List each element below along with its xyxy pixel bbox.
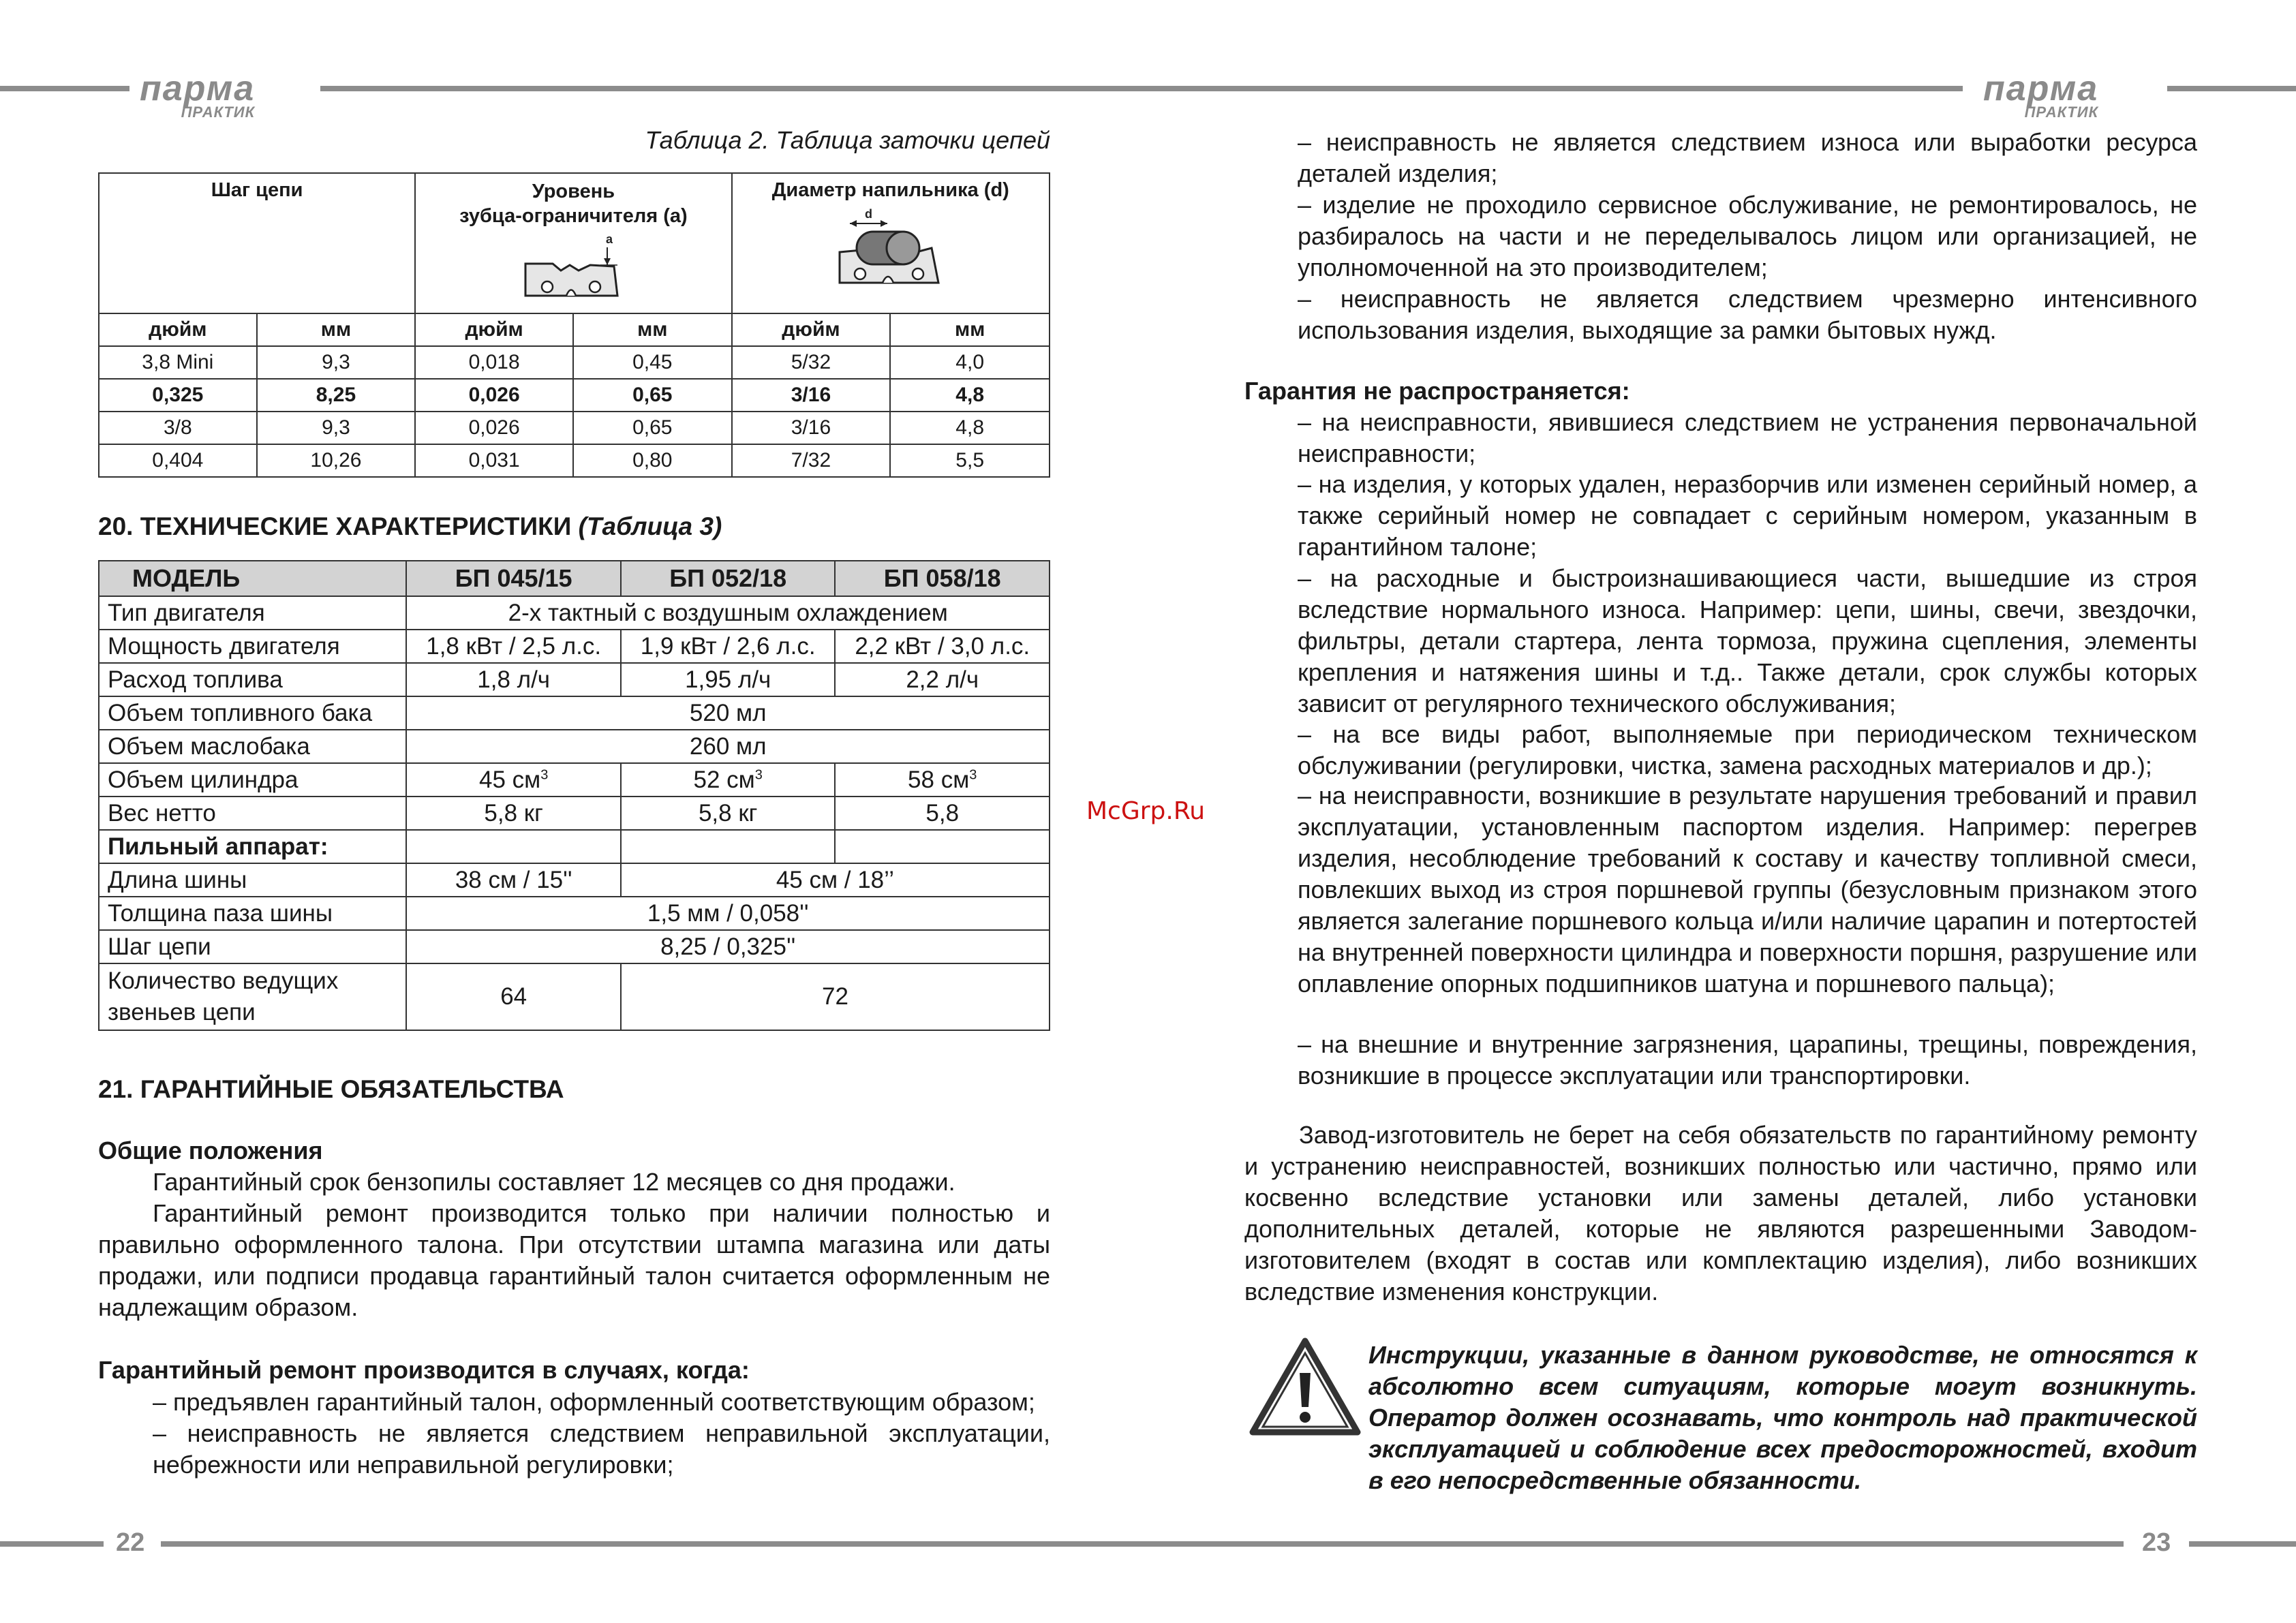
footer-rule-center	[161, 1541, 2124, 1547]
list-item: – неисправность не является следствием неправильной эксплуатации, небрежности или неправильной регулировки;	[153, 1419, 1050, 1479]
repair-title: Гарантийный ремонт производится в случаях, когда:	[98, 1356, 750, 1384]
subheader-mm: мм	[890, 313, 1050, 346]
list-item: – на неисправности, возникшие в результате нарушения требований и правил эксплуатации, установленным паспортом изделия. Например: перегрев изделия, несоблюдение требований к составу и качеству топливной смеси, повлекших выход из строя поршневой группы (безусловным признаком этого является залегание поршневого кольца и/или наличие царапин и потертостей на внутренней поверхности цилиндра и поверхности поршня, разрушение или оплавление опорных подшипников шатуна и поршневого пальца);	[1298, 782, 2197, 998]
header-rule-left	[0, 86, 129, 91]
table-cell: 0,031	[415, 444, 573, 477]
table-row	[99, 830, 1050, 863]
file-diameter-diagram	[823, 204, 959, 293]
table-cell: 5,8	[835, 797, 1050, 830]
row-label: Количество ведущих звеньев цепи	[99, 963, 406, 1030]
table-cell: 0,026	[415, 412, 573, 444]
row-label: Пильный аппарат:	[99, 830, 406, 863]
general-title: Общие положения	[98, 1137, 323, 1164]
list-item: – неисправность не является следствием износа или выработки ресурса деталей изделия;	[1298, 128, 2197, 187]
table-cell: 7/32	[732, 444, 891, 477]
manufacturer-note	[1244, 1119, 2197, 1308]
page-number-left: 22	[116, 1528, 145, 1557]
row-label: Тип двигателя	[99, 596, 406, 630]
row-label: Толщина паза шины	[99, 897, 406, 930]
table-row	[99, 379, 1050, 412]
table-row	[99, 346, 1050, 379]
table-cell: 8,25 / 0,325''	[406, 930, 1050, 963]
chain-sharpening-table	[98, 172, 1050, 478]
table-row	[99, 730, 1050, 763]
brand-subtitle: ПРАКТИК	[2024, 104, 2099, 121]
table-row	[99, 412, 1050, 444]
warning-text: Инструкции, указанные в данном руководстве, не относятся к абсолютно всем ситуациям, которые могут возникнуть. Оператор должен осознавать, что контроль над практической эксплуатацией и соблюдение всех предосторожностей, входит в его непосредственные обязанности.	[1368, 1341, 2197, 1494]
row-label: Вес нетто	[99, 797, 406, 830]
table-cell: 0,65	[573, 379, 732, 412]
header-rule-center	[320, 86, 1963, 91]
table-row	[99, 897, 1050, 930]
manufacturer-note-text: Завод-изготовитель не берет на себя обязательств по гарантийному ремонту и устранению неисправностей, возникших полностью или частично, прямо или косвенно вследствие установки или замены деталей, либо установки дополнительных деталей, которые не являются разрешенными Заводом-изготовителем (входят в состав или комплектацию изделия), либо возникших вследствие изменения конструкции.	[1244, 1121, 2197, 1305]
list-item: – на изделия, у которых удален, неразборчив или изменен серийный номер, а также серийный номер не совпадает с серийным номером, указанным в гарантийном талоне;	[1298, 470, 2197, 561]
table-row	[99, 444, 1050, 477]
header-depth-gauge: Уровень зубца-ограничителя (a) a	[415, 173, 731, 313]
table-cell: 8,25	[257, 379, 416, 412]
table-cell: 0,325	[99, 379, 257, 412]
list-item: – изделие не проходило сервисное обслуживание, не ремонтировалось, не разбиралось на части и не переделывалось лицом или организацией, не уполномоченной на это производителем;	[1298, 191, 2197, 281]
table-cell: 10,26	[257, 444, 416, 477]
table-row	[99, 763, 1050, 797]
table-cell: 5/32	[732, 346, 891, 379]
row-label: Расход топлива	[99, 663, 406, 696]
brand-name: парма	[1983, 69, 2099, 108]
table-cell: 1,9 кВт / 2,6 л.с.	[621, 630, 836, 663]
table-cell: 1,8 кВт / 2,5 л.с.	[406, 630, 621, 663]
table-cell: 52 $см^3$	[621, 763, 836, 797]
table-row	[99, 663, 1050, 696]
general-paragraphs	[98, 1166, 1050, 1323]
table-row	[99, 696, 1050, 730]
table-cell: 0,404	[99, 444, 257, 477]
table-cell: 1,5 мм / 0,058''	[406, 897, 1050, 930]
table-cell: 72	[621, 963, 1050, 1030]
table-cell: 45 см / 18’’	[621, 863, 1050, 897]
row-label: Объем топливного бака	[99, 696, 406, 730]
table-cell: 1,8 л/ч	[406, 663, 621, 696]
not-covered-title: Гарантия не распространяется:	[1244, 377, 1630, 405]
header-rule-right	[2167, 86, 2296, 91]
list-item: – неисправность не является следствием чрезмерно интенсивного использования изделия, выходящие за рамки бытовых нужд.	[1298, 285, 2197, 344]
table-cell: 4,8	[890, 379, 1050, 412]
general-p1: Гарантийный срок бензопилы составляет 12 месяцев со дня продажи.	[153, 1168, 955, 1196]
watermark: McGrp.Ru	[1086, 797, 1206, 825]
table-cell	[835, 830, 1050, 863]
table-cell: 260 мл	[406, 730, 1050, 763]
label-a: a	[606, 232, 613, 246]
header-model-045: БП 045/15	[406, 561, 621, 596]
subheader-mm: мм	[573, 313, 732, 346]
table-cell: 5,5	[890, 444, 1050, 477]
table-cell: 2-х тактный с воздушным охлаждением	[406, 596, 1050, 630]
table-cell: 3/16	[732, 379, 891, 412]
table-cell: 9,3	[257, 346, 416, 379]
brand-logo-left	[140, 71, 255, 120]
table-cell: 2,2 кВт / 3,0 л.с.	[835, 630, 1050, 663]
table-cell: 58 $см^3$	[835, 763, 1050, 797]
table-cell: 4,8	[890, 412, 1050, 444]
table-cell: 3,8 Mini	[99, 346, 257, 379]
subheader-inch: дюйм	[99, 313, 257, 346]
header-model-058: БП 058/18	[835, 561, 1050, 596]
table-cell: 0,026	[415, 379, 573, 412]
table-cell: 3/16	[732, 412, 891, 444]
table-cell: 64	[406, 963, 621, 1030]
header-model-052: БП 052/18	[621, 561, 836, 596]
section21-title: 21. ГАРАНТИЙНЫЕ ОБЯЗАТЕЛЬСТВА	[98, 1075, 564, 1103]
header-file-diameter: Диаметр напильника (d) d	[732, 173, 1050, 313]
row-label: Мощность двигателя	[99, 630, 406, 663]
header-chain-pitch: Шаг цепи	[99, 173, 415, 313]
subheader-inch: дюйм	[732, 313, 891, 346]
brand-logo-right	[1983, 71, 2098, 120]
table-cell: 4,0	[890, 346, 1050, 379]
table-row	[99, 963, 1050, 1030]
label-d: d	[864, 207, 872, 221]
footer-rule-right	[2189, 1541, 2296, 1547]
general-p2: Гарантийный ремонт производится только при наличии полностью и правильно оформленного талона. При отсутствии штампа магазина или даты продажи, или подписи продавца гарантийный талон считается оформленным не надлежащим образом.	[98, 1199, 1050, 1321]
table-row	[99, 797, 1050, 830]
list-item: – на внешние и внутренние загрязнения, царапины, трещины, повреждения, возникшие в процессе эксплуатации или транспортировки.	[1298, 1030, 2197, 1089]
depth-gauge-diagram	[505, 231, 641, 306]
tech-specs-table	[98, 560, 1050, 1031]
table-row	[99, 596, 1050, 630]
list-item: – на все виды работ, выполняемые при периодическом техническом обслуживании (регулировки, чистка, замена расходных материалов и др.);	[1298, 720, 2197, 779]
table-cell: 5,8 кг	[621, 797, 836, 830]
page-number-right: 23	[2142, 1528, 2171, 1557]
table-cell: 0,65	[573, 412, 732, 444]
table-cell: 38 см / 15''	[406, 863, 621, 897]
list-item: – на расходные и быстроизнашивающиеся части, вышедшие из строя вследствие нормального износа. Например: цепи, шины, свечи, звездочки, фильтры, детали стартера, лента тормоза, пружина сцепления, элементы крепления и натяжения шины и т.д.. Также детали, срок службы которых зависит от регулярного технического обслуживания;	[1298, 564, 2197, 717]
row-label: Объем маслобака	[99, 730, 406, 763]
subheader-inch: дюйм	[415, 313, 573, 346]
brand-subtitle: ПРАКТИК	[181, 104, 256, 121]
table-cell: 520 мл	[406, 696, 1050, 730]
table-cell	[621, 830, 836, 863]
table-cell: 3/8	[99, 412, 257, 444]
row-label: Длина шины	[99, 863, 406, 897]
row-label: Шаг цепи	[99, 930, 406, 963]
brand-name: парма	[140, 69, 256, 108]
footer-rule-left	[0, 1541, 104, 1547]
table-cell: 5,8 кг	[406, 797, 621, 830]
warning-icon	[1247, 1335, 1363, 1438]
section20-title: 20. ТЕХНИЧЕСКИЕ ХАРАКТЕРИСТИКИ (Таблица 3)	[98, 512, 722, 540]
list-item: – на неисправности, явившиеся следствием не устранения первоначальной неисправности;	[1298, 408, 2197, 467]
table-cell	[406, 830, 621, 863]
table-cell: 2,2 л/ч	[835, 663, 1050, 696]
list-item: – предъявлен гарантийный талон, оформленный соответствующим образом;	[153, 1388, 1035, 1416]
table-cell: 9,3	[257, 412, 416, 444]
subheader-mm: мм	[257, 313, 416, 346]
table-cell: 45 $см^3$	[406, 763, 621, 797]
header-model: МОДЕЛЬ	[99, 561, 406, 596]
table2-caption: Таблица 2. Таблица заточки цепей	[645, 126, 1050, 154]
table-cell: 1,95 л/ч	[621, 663, 836, 696]
table-row	[99, 863, 1050, 897]
table-row	[99, 930, 1050, 963]
table-cell: 0,018	[415, 346, 573, 379]
table-row	[99, 630, 1050, 663]
table-cell: 0,45	[573, 346, 732, 379]
table-cell: 0,80	[573, 444, 732, 477]
row-label: Объем цилиндра	[99, 763, 406, 797]
